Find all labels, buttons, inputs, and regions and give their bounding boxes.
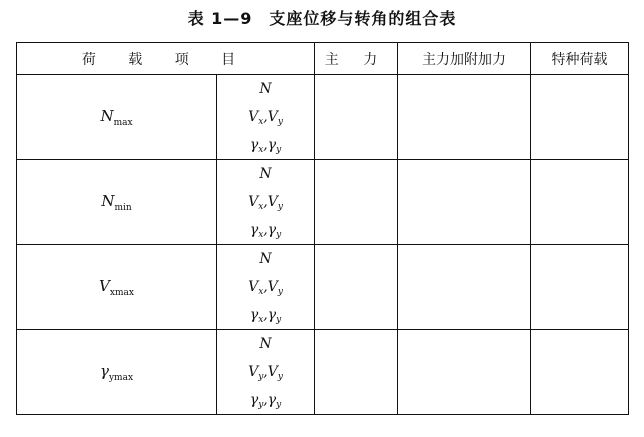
header-load-item: 荷 载 项 目: [17, 43, 315, 75]
quantity-symbol: V: [248, 364, 259, 380]
quantity-symbol: V: [267, 279, 278, 295]
quantity-symbol: N: [259, 251, 272, 267]
quantity-symbol: V: [267, 194, 278, 210]
special-load-cell: [531, 245, 629, 330]
quantity-subscript: x: [258, 117, 264, 127]
quantity-subscript: y: [277, 117, 283, 127]
table-title: 表 1—9 支座位移与转角的组合表: [187, 9, 457, 28]
main-plus-additional-cell: [398, 75, 531, 160]
quantity-subscript: y: [258, 372, 264, 382]
load-case-symbol: N: [100, 106, 114, 125]
quantity-subscript: y: [277, 287, 283, 297]
main-force-cell: [315, 160, 398, 245]
quantity-line: [217, 131, 314, 159]
special-load-cell: [531, 75, 629, 160]
quantity-list: [217, 75, 315, 160]
load-case-subscript: xmax: [109, 287, 134, 298]
quantity-line: [217, 160, 314, 188]
quantity-list: [217, 160, 315, 245]
quantity-subscript: x: [258, 287, 264, 297]
quantity-line: [217, 301, 314, 329]
combination-table: [16, 42, 629, 415]
header-special-load: 特种荷载: [531, 43, 629, 75]
quantity-symbol: N: [259, 336, 272, 352]
quantity-line: [217, 103, 314, 131]
quantity-subscript: x: [258, 230, 264, 240]
table-row: [17, 245, 629, 330]
main-plus-additional-cell: [398, 160, 531, 245]
load-case-subscript: max: [113, 117, 133, 128]
quantity-subscript: x: [258, 315, 264, 325]
load-case-symbol: V: [99, 276, 110, 295]
header-row: [17, 43, 629, 75]
quantity-subscript: y: [276, 315, 282, 325]
load-case-label: [17, 330, 217, 415]
quantity-symbol: V: [248, 194, 259, 210]
special-load-cell: [531, 160, 629, 245]
quantity-separator: ,: [263, 392, 268, 408]
quantity-symbol: V: [248, 279, 259, 295]
quantity-line: [217, 245, 314, 273]
table-row: [17, 160, 629, 245]
quantity-subscript: y: [276, 230, 282, 240]
quantity-symbol: N: [259, 81, 272, 97]
quantity-separator: ,: [263, 137, 268, 153]
quantity-symbol: V: [248, 109, 259, 125]
quantity-separator: ,: [263, 222, 268, 238]
quantity-separator: ,: [263, 279, 268, 295]
quantity-line: [217, 188, 314, 216]
quantity-symbol: γ: [267, 307, 277, 323]
load-case-label: [17, 245, 217, 330]
quantity-symbol: V: [267, 364, 278, 380]
load-case-label: [17, 160, 217, 245]
header-main-force: 主 力: [315, 43, 398, 75]
quantity-subscript: y: [277, 372, 283, 382]
quantity-subscript: x: [258, 202, 264, 212]
quantity-symbol: N: [259, 166, 272, 182]
quantity-separator: ,: [263, 364, 268, 380]
quantity-line: [217, 75, 314, 103]
quantity-subscript: y: [276, 145, 282, 155]
quantity-list: [217, 245, 315, 330]
quantity-line: [217, 330, 314, 358]
quantity-line: [217, 216, 314, 244]
special-load-cell: [531, 330, 629, 415]
main-plus-additional-cell: [398, 245, 531, 330]
load-case-symbol: γ: [99, 361, 109, 380]
quantity-separator: ,: [263, 307, 268, 323]
main-plus-additional-cell: [398, 330, 531, 415]
quantity-symbol: V: [267, 109, 278, 125]
quantity-symbol: γ: [249, 392, 259, 408]
quantity-symbol: γ: [249, 307, 259, 323]
quantity-separator: ,: [263, 109, 268, 125]
quantity-line: [217, 386, 314, 414]
quantity-symbol: γ: [267, 392, 277, 408]
table-row: [17, 75, 629, 160]
quantity-list: [217, 330, 315, 415]
quantity-symbol: γ: [249, 137, 259, 153]
load-case-symbol: N: [101, 191, 115, 210]
quantity-subscript: y: [277, 202, 283, 212]
quantity-separator: ,: [263, 194, 268, 210]
quantity-line: [217, 273, 314, 301]
quantity-subscript: y: [276, 400, 282, 410]
load-case-subscript: min: [114, 202, 132, 213]
main-force-cell: [315, 330, 398, 415]
load-case-subscript: ymax: [108, 372, 134, 383]
quantity-subscript: y: [258, 400, 264, 410]
main-force-cell: [315, 75, 398, 160]
quantity-symbol: γ: [267, 137, 277, 153]
table-body: [17, 75, 629, 415]
quantity-line: [217, 358, 314, 386]
header-main-plus-additional: 主力加附加力: [398, 43, 531, 75]
quantity-subscript: x: [258, 145, 264, 155]
load-case-label: [17, 75, 217, 160]
table-row: [17, 330, 629, 415]
main-force-cell: [315, 245, 398, 330]
quantity-symbol: γ: [267, 222, 277, 238]
quantity-symbol: γ: [249, 222, 259, 238]
